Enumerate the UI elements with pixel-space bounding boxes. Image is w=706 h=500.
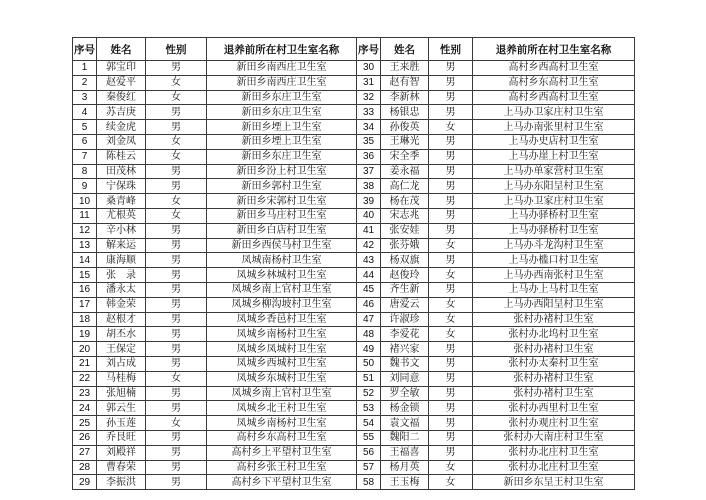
- left-clinic-cell: 新田乡堙上卫生室: [207, 120, 357, 135]
- header-gender-left: 性别: [146, 38, 207, 61]
- right-no-cell: 51: [357, 371, 381, 386]
- left-name-cell: 苏吉庚: [97, 105, 146, 120]
- table-body: [73, 61, 635, 490]
- right-name-cell: 王来胜: [381, 61, 429, 76]
- right-gender-cell: 男: [429, 445, 473, 460]
- left-gender-cell: 男: [146, 342, 207, 357]
- left-clinic-cell: 高村乡上平望村卫生室: [207, 445, 357, 460]
- right-no-cell: 41: [357, 223, 381, 238]
- left-no-cell: 8: [73, 164, 97, 179]
- right-gender-cell: 女: [429, 475, 473, 490]
- table-row: [73, 223, 635, 238]
- left-name-cell: 王保定: [97, 342, 146, 357]
- left-clinic-cell: 新田乡马庄村卫生室: [207, 208, 357, 223]
- left-no-cell: 29: [73, 475, 97, 490]
- right-gender-cell: 男: [429, 356, 473, 371]
- right-gender-cell: 男: [429, 223, 473, 238]
- right-clinic-cell: 张村办褚村卫生室: [473, 386, 635, 401]
- table-row: [73, 105, 635, 120]
- left-gender-cell: 男: [146, 120, 207, 135]
- right-name-cell: 宋志兆: [381, 208, 429, 223]
- left-no-cell: 5: [73, 120, 97, 135]
- left-gender-cell: 男: [146, 253, 207, 268]
- left-name-cell: 韩金荣: [97, 297, 146, 312]
- left-gender-cell: 男: [146, 268, 207, 283]
- right-clinic-cell: 张村办大南庄村卫生室: [473, 430, 635, 445]
- table-row: [73, 75, 635, 90]
- table-row: [73, 460, 635, 475]
- right-no-cell: 55: [357, 430, 381, 445]
- left-name-cell: 郭云生: [97, 401, 146, 416]
- right-clinic-cell: 张村办褚村卫生室: [473, 371, 635, 386]
- right-name-cell: 张芬娥: [381, 238, 429, 253]
- right-name-cell: 魏书文: [381, 356, 429, 371]
- left-clinic-cell: 凤城乡西城村卫生室: [207, 356, 357, 371]
- right-no-cell: 47: [357, 312, 381, 327]
- left-name-cell: 康海顺: [97, 253, 146, 268]
- left-name-cell: 续金虎: [97, 120, 146, 135]
- right-no-cell: 57: [357, 460, 381, 475]
- right-no-cell: 42: [357, 238, 381, 253]
- left-no-cell: 23: [73, 386, 97, 401]
- right-clinic-cell: 张村办褚村卫生室: [473, 312, 635, 327]
- right-clinic-cell: 张村办观庄村卫生室: [473, 416, 635, 431]
- table-row: [73, 356, 635, 371]
- left-clinic-cell: 新田乡东庄卫生室: [207, 90, 357, 105]
- header-clinic-left: 退养前所在村卫生室名称: [207, 38, 357, 61]
- left-clinic-cell: 凤城乡东城村卫生室: [207, 371, 357, 386]
- table-row: [73, 282, 635, 297]
- right-no-cell: 39: [357, 194, 381, 209]
- right-clinic-cell: 上马办南张里村卫生室: [473, 120, 635, 135]
- right-gender-cell: 男: [429, 149, 473, 164]
- right-gender-cell: 男: [429, 75, 473, 90]
- right-name-cell: 罗全敏: [381, 386, 429, 401]
- right-clinic-cell: 张村办北庄村卫生室: [473, 460, 635, 475]
- table-row: [73, 134, 635, 149]
- table-row: [73, 268, 635, 283]
- left-clinic-cell: 凤城乡南杨村卫生室: [207, 416, 357, 431]
- right-no-cell: 35: [357, 134, 381, 149]
- right-name-cell: 赵有智: [381, 75, 429, 90]
- left-gender-cell: 男: [146, 223, 207, 238]
- right-no-cell: 49: [357, 342, 381, 357]
- left-clinic-cell: 新田乡西侯马村卫生室: [207, 238, 357, 253]
- right-name-cell: 宋全季: [381, 149, 429, 164]
- left-name-cell: 潘永太: [97, 282, 146, 297]
- right-gender-cell: 男: [429, 194, 473, 209]
- right-no-cell: 36: [357, 149, 381, 164]
- left-no-cell: 3: [73, 90, 97, 105]
- table-row: [73, 445, 635, 460]
- table-row: [73, 179, 635, 194]
- right-no-cell: 32: [357, 90, 381, 105]
- left-no-cell: 4: [73, 105, 97, 120]
- table-row: [73, 238, 635, 253]
- right-name-cell: 杨银忠: [381, 105, 429, 120]
- left-no-cell: 14: [73, 253, 97, 268]
- left-gender-cell: 女: [146, 208, 207, 223]
- table-row: [73, 194, 635, 209]
- right-clinic-cell: 上马办槛口村卫生室: [473, 253, 635, 268]
- left-no-cell: 19: [73, 327, 97, 342]
- left-name-cell: 田茂林: [97, 164, 146, 179]
- right-clinic-cell: 张村办褚村卫生室: [473, 342, 635, 357]
- right-name-cell: 孙俊英: [381, 120, 429, 135]
- right-name-cell: 刘同意: [381, 371, 429, 386]
- left-gender-cell: 男: [146, 430, 207, 445]
- left-name-cell: 胡丕水: [97, 327, 146, 342]
- left-gender-cell: 男: [146, 238, 207, 253]
- right-gender-cell: 男: [429, 386, 473, 401]
- left-no-cell: 2: [73, 75, 97, 90]
- left-no-cell: 25: [73, 416, 97, 431]
- left-clinic-cell: 凤城乡林城村卫生室: [207, 268, 357, 283]
- table-row: [73, 430, 635, 445]
- left-gender-cell: 男: [146, 386, 207, 401]
- table-row: [73, 61, 635, 76]
- left-no-cell: 22: [73, 371, 97, 386]
- header-no-left: 序号: [73, 38, 97, 61]
- left-name-cell: 赵爱平: [97, 75, 146, 90]
- right-no-cell: 33: [357, 105, 381, 120]
- table-row: [73, 401, 635, 416]
- right-clinic-cell: 张村办西里村卫生室: [473, 401, 635, 416]
- header-gender-right: 性别: [429, 38, 473, 61]
- right-name-cell: 王福喜: [381, 445, 429, 460]
- table-row: [73, 416, 635, 431]
- left-no-cell: 20: [73, 342, 97, 357]
- left-name-cell: 秦俊红: [97, 90, 146, 105]
- right-clinic-cell: 上马办驿桥村卫生室: [473, 223, 635, 238]
- left-no-cell: 1: [73, 61, 97, 76]
- right-clinic-cell: 张村办太秦村卫生室: [473, 356, 635, 371]
- left-no-cell: 17: [73, 297, 97, 312]
- right-name-cell: 杨金锁: [381, 401, 429, 416]
- left-no-cell: 21: [73, 356, 97, 371]
- table-row: [73, 149, 635, 164]
- right-gender-cell: 男: [429, 371, 473, 386]
- right-no-cell: 44: [357, 268, 381, 283]
- left-name-cell: 解来运: [97, 238, 146, 253]
- left-name-cell: 马桂梅: [97, 371, 146, 386]
- right-gender-cell: 男: [429, 90, 473, 105]
- right-gender-cell: 男: [429, 401, 473, 416]
- right-clinic-cell: 上马办驿桥村卫生室: [473, 208, 635, 223]
- left-clinic-cell: 新田乡堙上卫生室: [207, 134, 357, 149]
- right-clinic-cell: 高村乡西高村卫生室: [473, 61, 635, 76]
- left-name-cell: 桑青峰: [97, 194, 146, 209]
- left-no-cell: 26: [73, 430, 97, 445]
- right-no-cell: 48: [357, 327, 381, 342]
- right-gender-cell: 女: [429, 120, 473, 135]
- left-gender-cell: 男: [146, 401, 207, 416]
- left-clinic-cell: 高村乡张王村卫生室: [207, 460, 357, 475]
- left-name-cell: 乔艮旺: [97, 430, 146, 445]
- left-clinic-cell: 新田乡南西庄卫生室: [207, 75, 357, 90]
- right-clinic-cell: 上马办东阳呈村卫生室: [473, 179, 635, 194]
- right-clinic-cell: 新田乡东呈王村卫生室: [473, 475, 635, 490]
- left-clinic-cell: 新田乡南西庄卫生室: [207, 61, 357, 76]
- left-clinic-cell: 新田乡郭村卫生室: [207, 179, 357, 194]
- table-row: [73, 297, 635, 312]
- right-no-cell: 46: [357, 297, 381, 312]
- left-name-cell: 陈桂云: [97, 149, 146, 164]
- left-clinic-cell: 凤城乡南上官村卫生室: [207, 386, 357, 401]
- right-clinic-cell: 上马办上马村卫生室: [473, 282, 635, 297]
- left-gender-cell: 男: [146, 445, 207, 460]
- table-row: [73, 90, 635, 105]
- table-row: [73, 371, 635, 386]
- right-name-cell: 张安娃: [381, 223, 429, 238]
- left-no-cell: 6: [73, 134, 97, 149]
- right-gender-cell: 男: [429, 253, 473, 268]
- right-name-cell: 姜永福: [381, 164, 429, 179]
- right-clinic-cell: 上马办单家营村卫生室: [473, 164, 635, 179]
- left-no-cell: 24: [73, 401, 97, 416]
- left-clinic-cell: 凤城乡柳沟坡村卫生室: [207, 297, 357, 312]
- left-gender-cell: 男: [146, 312, 207, 327]
- right-no-cell: 43: [357, 253, 381, 268]
- left-clinic-cell: 凤城乡凤城村卫生室: [207, 342, 357, 357]
- left-gender-cell: 男: [146, 475, 207, 490]
- right-name-cell: 王琳光: [381, 134, 429, 149]
- left-gender-cell: 女: [146, 371, 207, 386]
- right-name-cell: 王玉梅: [381, 475, 429, 490]
- right-no-cell: 50: [357, 356, 381, 371]
- table-row: [73, 208, 635, 223]
- left-name-cell: 郭宝印: [97, 61, 146, 76]
- right-name-cell: 许淑珍: [381, 312, 429, 327]
- left-name-cell: 曹春荣: [97, 460, 146, 475]
- left-gender-cell: 女: [146, 90, 207, 105]
- right-no-cell: 40: [357, 208, 381, 223]
- right-gender-cell: 男: [429, 208, 473, 223]
- left-clinic-cell: 凤城乡南上官村卫生室: [207, 282, 357, 297]
- right-name-cell: 杨在茂: [381, 194, 429, 209]
- right-gender-cell: 女: [429, 312, 473, 327]
- left-gender-cell: 男: [146, 164, 207, 179]
- right-gender-cell: 男: [429, 430, 473, 445]
- left-name-cell: 张 录: [97, 268, 146, 283]
- table-row: [73, 120, 635, 135]
- left-no-cell: 9: [73, 179, 97, 194]
- left-gender-cell: 男: [146, 179, 207, 194]
- right-clinic-cell: 上马办史店村卫生室: [473, 134, 635, 149]
- left-name-cell: 孙玉莲: [97, 416, 146, 431]
- left-clinic-cell: 新田乡白店村卫生室: [207, 223, 357, 238]
- left-no-cell: 16: [73, 282, 97, 297]
- left-gender-cell: 男: [146, 356, 207, 371]
- right-gender-cell: 女: [429, 268, 473, 283]
- left-gender-cell: 男: [146, 61, 207, 76]
- right-gender-cell: 男: [429, 105, 473, 120]
- right-gender-cell: 女: [429, 238, 473, 253]
- right-no-cell: 53: [357, 401, 381, 416]
- right-name-cell: 杨月英: [381, 460, 429, 475]
- left-name-cell: 宁保珠: [97, 179, 146, 194]
- left-no-cell: 15: [73, 268, 97, 283]
- right-clinic-cell: 上马办卫家庄村卫生室: [473, 194, 635, 209]
- table-row: [73, 342, 635, 357]
- left-gender-cell: 男: [146, 297, 207, 312]
- table-row: [73, 386, 635, 401]
- left-clinic-cell: 高村乡下平望村卫生室: [207, 475, 357, 490]
- table-row: [73, 164, 635, 179]
- right-gender-cell: 男: [429, 282, 473, 297]
- left-no-cell: 28: [73, 460, 97, 475]
- right-gender-cell: 男: [429, 134, 473, 149]
- left-gender-cell: 男: [146, 327, 207, 342]
- left-name-cell: 刘殿祥: [97, 445, 146, 460]
- left-no-cell: 18: [73, 312, 97, 327]
- right-gender-cell: 男: [429, 342, 473, 357]
- table-row: [73, 253, 635, 268]
- right-name-cell: 齐生新: [381, 282, 429, 297]
- left-gender-cell: 男: [146, 105, 207, 120]
- left-name-cell: 张旭楠: [97, 386, 146, 401]
- right-gender-cell: 男: [429, 416, 473, 431]
- right-name-cell: 袁文福: [381, 416, 429, 431]
- header-name-right: 姓名: [381, 38, 429, 61]
- right-name-cell: 魏阳二: [381, 430, 429, 445]
- left-gender-cell: 女: [146, 75, 207, 90]
- left-name-cell: 赵根才: [97, 312, 146, 327]
- table-row: [73, 327, 635, 342]
- left-gender-cell: 男: [146, 460, 207, 475]
- left-name-cell: 刘占成: [97, 356, 146, 371]
- right-no-cell: 30: [357, 61, 381, 76]
- left-gender-cell: 女: [146, 194, 207, 209]
- right-no-cell: 45: [357, 282, 381, 297]
- right-gender-cell: 女: [429, 460, 473, 475]
- right-name-cell: 褚兴家: [381, 342, 429, 357]
- header-name-left: 姓名: [97, 38, 146, 61]
- right-clinic-cell: 张村办北庄村卫生室: [473, 445, 635, 460]
- left-gender-cell: 男: [146, 282, 207, 297]
- left-name-cell: 尤根英: [97, 208, 146, 223]
- left-clinic-cell: 新田乡东庄卫生室: [207, 105, 357, 120]
- right-gender-cell: 女: [429, 297, 473, 312]
- left-no-cell: 12: [73, 223, 97, 238]
- left-clinic-cell: 新田乡汾上村卫生室: [207, 164, 357, 179]
- left-clinic-cell: 高村乡东高村卫生室: [207, 430, 357, 445]
- left-no-cell: 13: [73, 238, 97, 253]
- right-clinic-cell: 上马办西阳呈村卫生室: [473, 297, 635, 312]
- right-gender-cell: 男: [429, 164, 473, 179]
- right-no-cell: 38: [357, 179, 381, 194]
- right-no-cell: 52: [357, 386, 381, 401]
- left-gender-cell: 女: [146, 149, 207, 164]
- left-name-cell: 刘金凤: [97, 134, 146, 149]
- right-no-cell: 54: [357, 416, 381, 431]
- left-no-cell: 10: [73, 194, 97, 209]
- right-name-cell: 高仁龙: [381, 179, 429, 194]
- right-clinic-cell: 上马办崖上村卫生室: [473, 149, 635, 164]
- right-gender-cell: 女: [429, 327, 473, 342]
- header-clinic-right: 退养前所在村卫生室名称: [473, 38, 635, 61]
- left-name-cell: 辛小林: [97, 223, 146, 238]
- left-clinic-cell: 凤城乡香邑村卫生室: [207, 312, 357, 327]
- left-clinic-cell: 凤城乡南杨村卫生室: [207, 327, 357, 342]
- right-gender-cell: 男: [429, 179, 473, 194]
- right-no-cell: 56: [357, 445, 381, 460]
- right-no-cell: 34: [357, 120, 381, 135]
- right-name-cell: 李爱花: [381, 327, 429, 342]
- left-clinic-cell: 新田乡宋郭村卫生室: [207, 194, 357, 209]
- table-header-row: [73, 38, 635, 61]
- table-row: [73, 475, 635, 490]
- right-name-cell: 赵俊玲: [381, 268, 429, 283]
- right-no-cell: 58: [357, 475, 381, 490]
- right-no-cell: 37: [357, 164, 381, 179]
- right-clinic-cell: 上马办卫家庄村卫生室: [473, 105, 635, 120]
- right-clinic-cell: 上马办西南张村卫生室: [473, 268, 635, 283]
- header-no-right: 序号: [357, 38, 381, 61]
- retiree-clinic-table: [72, 37, 635, 490]
- left-name-cell: 李振洪: [97, 475, 146, 490]
- left-no-cell: 11: [73, 208, 97, 223]
- left-gender-cell: 女: [146, 134, 207, 149]
- right-name-cell: 杨双旗: [381, 253, 429, 268]
- right-gender-cell: 男: [429, 61, 473, 76]
- left-clinic-cell: 新田乡东庄卫生室: [207, 149, 357, 164]
- right-clinic-cell: 高村乡东高村卫生室: [473, 75, 635, 90]
- right-name-cell: 李新林: [381, 90, 429, 105]
- left-no-cell: 27: [73, 445, 97, 460]
- right-clinic-cell: 张村办北坞村卫生室: [473, 327, 635, 342]
- right-name-cell: 唐爱云: [381, 297, 429, 312]
- right-no-cell: 31: [357, 75, 381, 90]
- left-clinic-cell: 凤城南杨村卫生室: [207, 253, 357, 268]
- right-clinic-cell: 上马办斗龙沟村卫生室: [473, 238, 635, 253]
- left-no-cell: 7: [73, 149, 97, 164]
- right-clinic-cell: 高村乡西高村卫生室: [473, 90, 635, 105]
- left-clinic-cell: 凤城乡北王村卫生室: [207, 401, 357, 416]
- table-row: [73, 312, 635, 327]
- left-gender-cell: 女: [146, 416, 207, 431]
